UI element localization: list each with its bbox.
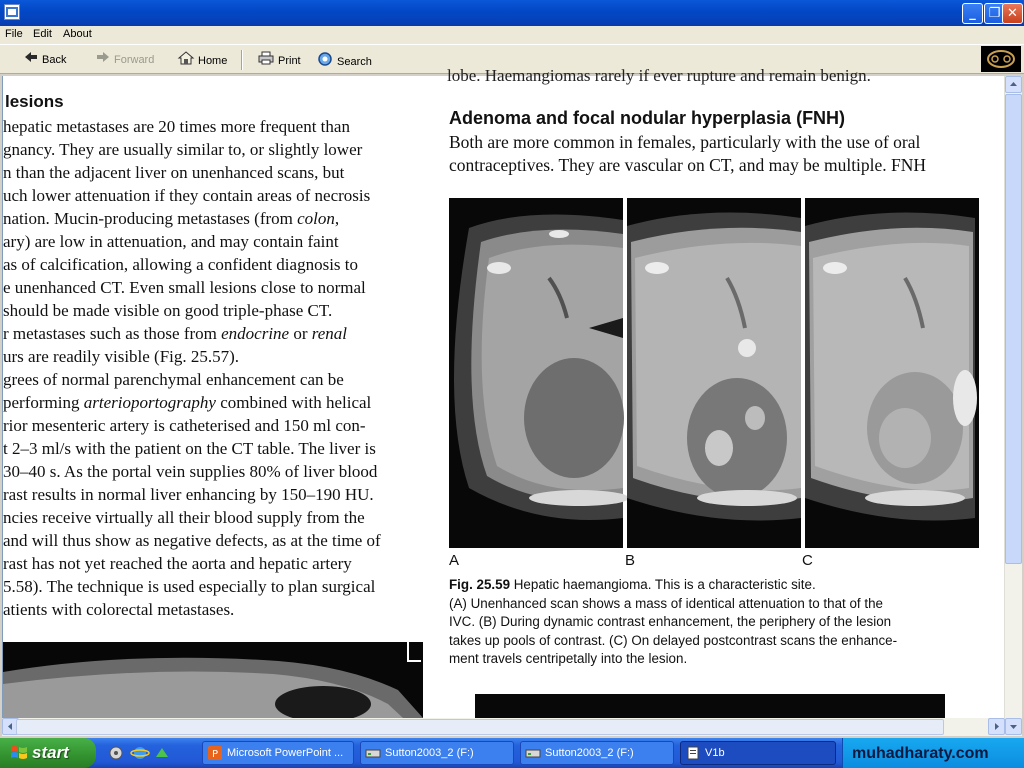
start-button[interactable] bbox=[0, 738, 96, 768]
home-icon bbox=[178, 51, 194, 71]
task-sutton-2[interactable] bbox=[520, 741, 674, 765]
caption-line bbox=[449, 576, 975, 595]
printer-icon bbox=[258, 51, 274, 71]
watermark-text: muhadharaty.com bbox=[852, 745, 989, 762]
text-line: as of calcification, allowing a confident diagnosis to bbox=[3, 255, 359, 274]
text-line bbox=[3, 392, 371, 415]
text-line: ncies receive virtually all their blood supply from the bbox=[3, 508, 365, 527]
panel-label-c: C bbox=[802, 552, 813, 569]
section-heading-fnh: Adenoma and focal nodular hyperplasia (FNH) bbox=[449, 108, 846, 128]
document-icon bbox=[686, 746, 700, 760]
print-button[interactable] bbox=[258, 51, 301, 69]
search-button[interactable] bbox=[317, 51, 372, 69]
task-label: Sutton2003_2 (F:) bbox=[545, 747, 634, 759]
task-sutton-1[interactable] bbox=[360, 741, 514, 765]
task-label: Microsoft PowerPoint ... bbox=[227, 747, 344, 759]
text-span: or bbox=[289, 324, 312, 343]
media-icon[interactable] bbox=[154, 745, 170, 761]
menu-bar bbox=[0, 26, 1024, 44]
windows-flag-icon bbox=[10, 745, 28, 761]
internet-explorer-icon[interactable] bbox=[132, 745, 148, 761]
text-line: contraceptives. They are vascular on CT, and may be multiple. FNH bbox=[449, 155, 927, 175]
text-line: nation. Mucin-producing metastases (from colon, bbox=[3, 209, 340, 228]
text-line: grees of normal parenchymal enhancement can be bbox=[3, 370, 344, 389]
home-label: Home bbox=[198, 54, 228, 67]
text-line: rast has not yet reached the aorta and hepatic artery bbox=[3, 554, 352, 573]
ct-image-partial bbox=[3, 642, 423, 718]
app-icon[interactable] bbox=[4, 4, 20, 20]
vertical-scrollbar[interactable] bbox=[1004, 76, 1022, 718]
text-line: rior mesenteric artery is catheterised and 150 ml con- bbox=[3, 416, 366, 435]
italic-term: endocrine bbox=[221, 324, 290, 343]
italic-term: arterioportography bbox=[83, 393, 216, 412]
caption-line: IVC. (B) During dynamic contrast enhancement, the periphery of the lesion bbox=[449, 614, 892, 629]
toolbar-separator bbox=[241, 50, 243, 70]
caption-text: Hepatic haemangioma. This is a characteristic site. bbox=[510, 577, 816, 592]
scroll-right-button[interactable] bbox=[988, 718, 1005, 735]
text-line: uch lower attenuation if they contain areas of necrosis bbox=[3, 186, 371, 205]
ct-figure bbox=[449, 198, 975, 548]
search-icon bbox=[317, 51, 333, 73]
ct-panel-a bbox=[449, 198, 623, 548]
quick-launch-settings-icon[interactable] bbox=[108, 745, 124, 761]
back-label: Back bbox=[42, 54, 67, 66]
cut-off-text-line: lobe. Haemangiomas rarely if ever rupture and remain benign. bbox=[447, 66, 871, 85]
ct-image-partial-bottom bbox=[475, 694, 945, 718]
task-v1b-active[interactable] bbox=[680, 741, 836, 765]
text-line: e unenhanced CT. Even small lesions close to normal bbox=[3, 278, 366, 297]
restore-button[interactable]: ❐ bbox=[984, 3, 1005, 24]
back-button[interactable] bbox=[24, 51, 66, 69]
text-span: performing bbox=[3, 393, 84, 412]
text-span: r metastases such as those from bbox=[3, 324, 222, 343]
text-span: nation. Mucin-producing metastases (from bbox=[3, 209, 298, 228]
forward-label: Forward bbox=[114, 54, 155, 66]
text-line: rast results in normal liver enhancing by 150–190 HU. bbox=[3, 485, 374, 504]
caption-line: takes up pools of contrast. (C) On delayed postcontrast scans the enhance- bbox=[449, 632, 898, 648]
taskbar bbox=[0, 738, 1024, 768]
figure-number: Fig. 25.59 bbox=[449, 577, 511, 592]
text-line: gnancy. They are usually similar to, or slightly lower bbox=[3, 140, 363, 159]
title-bar bbox=[0, 0, 1024, 26]
italic-term: renal bbox=[311, 324, 348, 343]
text-line: 5.58). The technique is used especially to plan surgical bbox=[3, 577, 376, 596]
menu-about[interactable]: About bbox=[63, 28, 92, 40]
horizontal-scroll-thumb[interactable] bbox=[16, 719, 944, 735]
text-line: atients with colorectal metastases. bbox=[3, 600, 235, 619]
print-label: Print bbox=[278, 54, 301, 67]
text-line: t 2–3 ml/s with the patient on the CT table. The liver is bbox=[3, 439, 376, 458]
ct-panel-b bbox=[627, 198, 801, 548]
ct-panel-c bbox=[805, 198, 979, 548]
forward-arrow-icon bbox=[96, 51, 110, 69]
svg-text:P: P bbox=[212, 749, 219, 760]
task-powerpoint[interactable] bbox=[202, 741, 354, 765]
back-arrow-icon bbox=[24, 51, 38, 69]
text-line: n than the adjacent liver on unenhanced scans, but bbox=[3, 163, 345, 182]
scroll-thumb[interactable] bbox=[1005, 94, 1022, 564]
text-line: urs are readily visible (Fig. 25.57). bbox=[3, 347, 240, 366]
drive-icon bbox=[366, 746, 380, 760]
panel-label-a: A bbox=[449, 552, 460, 569]
panel-label-b: B bbox=[625, 552, 636, 569]
home-button[interactable] bbox=[178, 51, 227, 69]
italic-term: colon bbox=[297, 209, 335, 228]
text-line: should be made visible on good triple-phase CT. bbox=[3, 301, 333, 320]
figure-caption bbox=[449, 576, 975, 669]
minimize-button[interactable]: _ bbox=[962, 3, 983, 24]
menu-file[interactable]: File bbox=[5, 28, 23, 40]
forward-button[interactable] bbox=[96, 51, 154, 69]
left-page bbox=[3, 76, 425, 716]
text-line: hepatic metastases are 20 times more frequent than bbox=[3, 117, 350, 136]
start-label: start bbox=[32, 743, 69, 762]
document-view[interactable] bbox=[2, 66, 1004, 718]
text-line: Both are more common in females, particularly with the use of oral bbox=[449, 132, 921, 152]
text-span: combined with helical bbox=[215, 393, 372, 412]
text-line: and will thus show as negative defects, as at the time of bbox=[3, 531, 381, 550]
text-line: 30–40 s. As the portal vein supplies 80% of liver blood bbox=[3, 462, 378, 481]
scroll-up-button[interactable] bbox=[1005, 76, 1022, 93]
task-label: Sutton2003_2 (F:) bbox=[385, 747, 474, 759]
brand-logo bbox=[981, 46, 1021, 72]
drive-icon bbox=[526, 746, 540, 760]
task-label: V1b bbox=[705, 747, 725, 759]
text-line bbox=[3, 323, 347, 346]
search-label: Search bbox=[337, 55, 372, 68]
section-heading-lesions: lesions bbox=[5, 92, 64, 111]
text-line: ary) are low in attenuation, and may contain faint bbox=[3, 232, 339, 251]
scroll-down-button[interactable] bbox=[1005, 718, 1022, 735]
powerpoint-icon bbox=[208, 746, 222, 760]
caption-line: ment travels centripetally into the lesion. bbox=[449, 651, 688, 666]
caption-line: (A) Unenhanced scan shows a mass of identical attenuation to that of the bbox=[449, 595, 883, 611]
horizontal-scrollbar[interactable] bbox=[2, 718, 1022, 736]
close-button[interactable]: ✕ bbox=[1002, 3, 1023, 24]
menu-edit[interactable]: Edit bbox=[33, 28, 52, 40]
